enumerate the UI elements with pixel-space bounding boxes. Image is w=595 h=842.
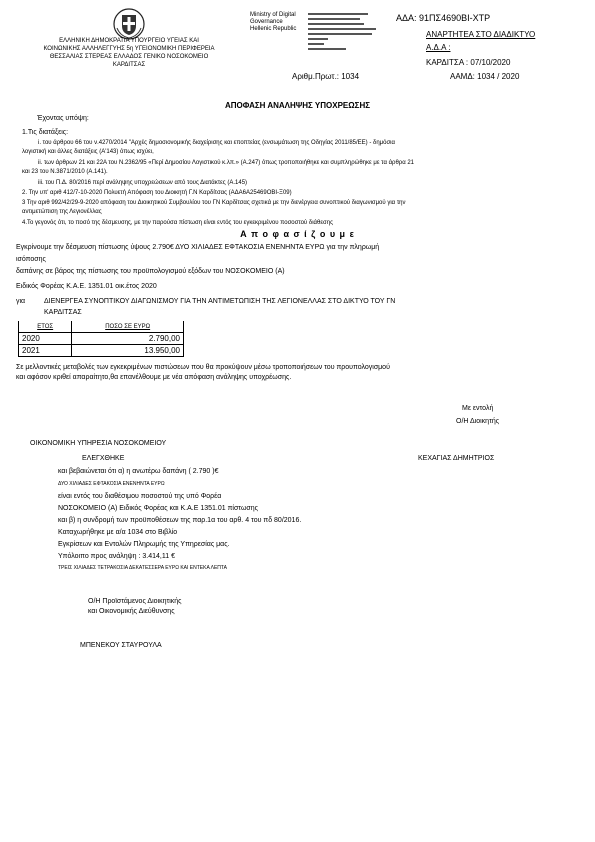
table-cell-year: 2021 bbox=[19, 345, 72, 357]
certification-line: Υπόλοιπο προς ανάληψη : 3.414,11 € bbox=[58, 553, 175, 560]
signature-label: Hellenic Republic bbox=[250, 26, 297, 32]
for-label: για bbox=[16, 298, 26, 305]
signature-label: Governance bbox=[250, 19, 283, 25]
provision-item: i. του άρθρου 66 του ν.4270/2014 "Αρχές δημοσιονομικής διαχείρισης και εποπτείας (ενσωμάτωση της Οδηγίας 2011/85/ΕΕ) - δημόσια bbox=[38, 140, 395, 146]
head-title: Ο/Η Προϊστάμενος Διοικητικής bbox=[88, 598, 182, 605]
provision-item: λογιστική και άλλες διατάξεις (Α'143) όπως ισχύει, bbox=[22, 149, 154, 155]
future-changes-line: και αφόσον κριθεί απαραίτητο,θα επανέλθουμε με νέα απόφαση ανάληψης υποχρέωσης. bbox=[16, 374, 292, 381]
issuer-line: ΕΛΛΗΝΙΚΗ ΔΗΜΟΚΡΑΤΙΑ ΥΠΟΥΡΓΕΙΟ ΥΓΕΙΑΣ ΚΑΙ bbox=[59, 38, 199, 44]
ada-label: Α.Δ.Α : bbox=[426, 43, 451, 52]
head-title: και Οικονομικής Διεύθυνσης bbox=[88, 608, 175, 615]
provision-item: 3 Την αριθ 992/42/29-9-2020 απόφαση του Διοικητικού Συμβουλίου του ΓΝ Καρδίτσας σχετικά με την διενέργεια συνοπτικού διαγωνισμού για την bbox=[22, 200, 406, 206]
aamd-number: ΑΑΜΔ: 1034 / 2020 bbox=[450, 72, 520, 81]
table-header-row bbox=[19, 321, 184, 333]
place-date: ΚΑΡΔΙΤΣΑ : 07/10/2020 bbox=[426, 58, 511, 67]
approve-line: δαπάνης σε βάρος της πίστωσης του προϋπολογισμού εξόδων του ΝΟΣΟΚΟΜΕΙΟ (Α) bbox=[16, 268, 285, 275]
approve-line: ισόποσης bbox=[16, 256, 46, 263]
decision-heading: Α π ο φ α σ ί ζ ο υ μ ε bbox=[240, 229, 355, 239]
finance-service: ΟΙΚΟΝΟΜΙΚΗ ΥΠΗΡΕΣΙΑ ΝΟΣΟΚΟΜΕΙΟΥ bbox=[30, 440, 167, 447]
ada-code: ΑΔΑ: 91ΠΣ4690ΒΙ-ΧΤΡ bbox=[396, 13, 491, 23]
director-name: ΚΕΧΑΓΙΑΣ ΔΗΜΗΤΡΙΟΣ bbox=[418, 455, 495, 462]
head-name: ΜΠΕΝΕΚΟΥ ΣΤΑΥΡΟΥΛΑ bbox=[80, 642, 162, 649]
certification-line: ΤΡΕΙΣ ΧΙΛΙΑΔΕΣ ΤΕΤΡΑΚΟΣΙΑ ΔΕΚΑΤΕΣΣΕΡΑ ΕΥΡΩ ΚΑΙ ΕΝΤΕΚΑ ΛΕΠΤΑ bbox=[58, 565, 227, 571]
table-cell-amount: 2.790,00 bbox=[72, 333, 184, 345]
approve-line: Ειδικός Φορέας Κ.Α.Ε. 1351.01 οικ.έτος 2020 bbox=[16, 283, 157, 290]
table-header-year: ΕΤΟΣ bbox=[19, 321, 72, 333]
signature-label: Ministry of Digital bbox=[250, 12, 296, 18]
amount-table bbox=[18, 321, 184, 357]
greek-coat-of-arms-icon bbox=[113, 8, 145, 40]
issuer-line: ΚΟΙΝΩΝΙΚΗΣ ΑΛΛΗΛΕΓΓΥΗΣ 5η ΥΓΕΙΟΝΟΜΙΚΗ ΠΕΡΙΦΕΡΕΙΑ bbox=[43, 46, 215, 52]
issuer-block bbox=[18, 37, 240, 69]
certification-line: και β) η συνδρομή των προϋποθέσεων της παρ.1α του αρθ. 4 του πδ 80/2016. bbox=[58, 517, 302, 524]
provision-item: 4.Το γεγονός ότι, το ποσό της δέσμευσης, με την παρούσα πίστωση είναι εντός του εγκεκριμένου ποσοστού διάθεσης bbox=[22, 220, 333, 226]
provision-item: ii. των άρθρων 21 και 22Α του Ν.2362/95 «Περί Δημοσίου Λογιστικού κ.λπ.» (Α.247) όπως τροποποιήθηκε και συμπληρώθηκε με τα άρθρα 21 bbox=[38, 160, 415, 166]
certification-line: και βεβαιώνεται ότι α) η ανωτέρω δαπάνη ( 2.790 )€ bbox=[58, 468, 219, 475]
certification-line: Εγκρίσεων και Εντολών Πληρωμής της Υπηρεσίας μας. bbox=[58, 541, 230, 548]
having-regard: Έχοντας υπόψη: bbox=[37, 115, 89, 122]
checked-label: ΕΛΕΓΧΘΗΚΕ bbox=[82, 455, 125, 462]
certification-line: Καταχωρήθηκε με α/α 1034 στο Βιβλίο bbox=[58, 529, 178, 536]
provision-item: iii. του Π.Δ. 80/2016 περί ανάληψης υποχρεώσεων από τους Διατάκτες (Α.145) bbox=[38, 180, 248, 186]
digital-signature-stamp-icon bbox=[308, 12, 380, 56]
document-title: ΑΠΟΦΑΣΗ ΑΝΑΛΗΨΗΣ ΥΠΟΧΡΕΩΣΗΣ bbox=[224, 101, 371, 110]
table-cell-amount: 13.950,00 bbox=[72, 345, 184, 357]
table-row bbox=[19, 345, 184, 357]
purpose-line: ΔΙΕΝΕΡΓΕΑ ΣΥΝΟΠΤΙΚΟΥ ΔΙΑΓΩΝΙΣΜΟΥ ΓΙΑ ΤΗΝ ΑΝΤΙΜΕΤΩΠΙΣΗ ΤΗΣ ΛΕΓΙΟΝΕΛΛΑΣ ΣΤΟ ΔΙΚΤΥΟ ΤΟΥ ΓΝ bbox=[44, 298, 396, 305]
posting-notice: ΑΝΑΡΤΗΤΕΑ ΣΤΟ ΔΙΑΔΙΚΤΥΟ bbox=[426, 30, 536, 39]
certification-line: ΔΥΟ ΧΙΛΙΑΔΕΣ ΕΦΤΑΚΟΣΙΑ ΕΝΕΝΗΝΤΑ ΕΥΡΩ bbox=[58, 481, 165, 487]
approve-line: Εγκρίνουμε την δέσμευση πίστωσης ύψους 2.790€ ΔΥΟ ΧΙΛΙΑΔΕΣ ΕΦΤΑΚΟΣΙΑ ΕΝΕΝΗΝΤΑ ΕΥΡΩ για την πληρωμή bbox=[16, 244, 380, 251]
certification-line: είναι εντός του διαθέσιμου ποσοστού της υπό Φορέα bbox=[58, 493, 222, 500]
table-cell-year: 2020 bbox=[19, 333, 72, 345]
purpose-line: ΚΑΡΔΙΤΣΑΣ bbox=[44, 309, 82, 316]
protocol-number: Αριθμ.Πρωτ.: 1034 bbox=[292, 72, 360, 81]
future-changes-line: Σε μελλοντικές μεταβολές των εγκεκριμένων πιστώσεων που θα προκύψουν μέσω τροποποιήσεων του προυπολογισμού bbox=[16, 364, 390, 371]
provision-item: και 23 του Ν.3871/2010 (Α.141). bbox=[22, 169, 108, 175]
provisions-heading: 1.Τις διατάξεις: bbox=[22, 129, 69, 136]
provision-item: αντιμετώπιση της Λεγιονέλλας bbox=[22, 209, 102, 215]
certification-line: ΝΟΣΟΚΟΜΕΙΟ (Α) Ειδικός Φορέας και Κ.Α.Ε 1351.01 πίστωσης bbox=[58, 505, 259, 512]
issuer-line: ΚΑΡΔΙΤΣΑΣ bbox=[112, 62, 146, 68]
table-row bbox=[19, 333, 184, 345]
by-order: Με εντολή bbox=[462, 405, 494, 412]
issuer-line: ΘΕΣΣΑΛΙΑΣ ΣΤΕΡΕΑΣ ΕΛΛΑΔΟΣ ΓΕΝΙΚΟ ΝΟΣΟΚΟΜΕΙΟ bbox=[49, 54, 209, 60]
provision-item: 2. Την υπ' αριθ 412/7-10-2020 Πολυετή Απόφαση του Διοικητή Γ.Ν Καρδίτσας (ΑΔΑ6Α25469ΟΒΙ-Ξ09) bbox=[22, 190, 292, 196]
table-header-amount: ΠΟΣΟ ΣΕ ΕΥΡΩ bbox=[72, 321, 184, 333]
director-title: Ο/Η Διοικητής bbox=[456, 418, 500, 425]
